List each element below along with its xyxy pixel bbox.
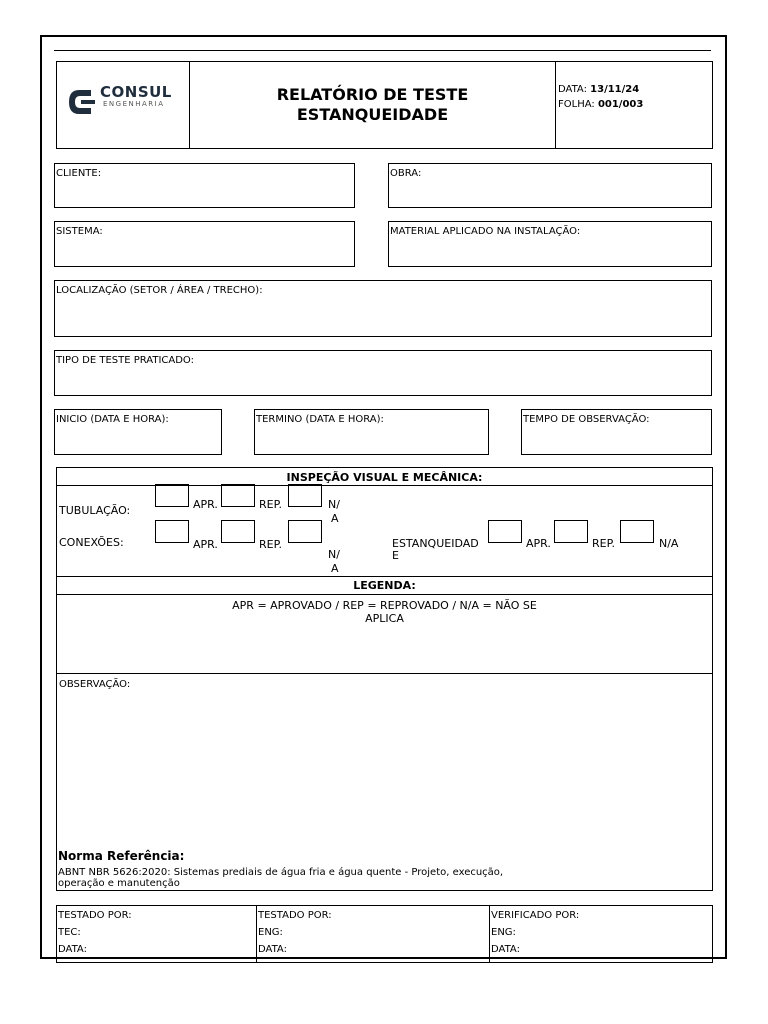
tipo-teste-field[interactable] (54, 350, 712, 396)
sig3-verificado-label: VERIFICADO POR: (491, 910, 580, 921)
conexoes-apr-checkbox[interactable] (155, 520, 189, 543)
obra-field[interactable] (388, 163, 712, 208)
norma-line-2: operação e manutenção (58, 878, 180, 889)
date-value: 13/11/24 (590, 84, 640, 95)
logo-subtext: ENGENHARIA (103, 100, 165, 108)
norma-line-1: ABNT NBR 5626:2020: Sistemas prediais de água fria e água quente - Projeto, execução, (58, 867, 504, 878)
cliente-field[interactable] (54, 163, 355, 208)
sig3-data-label: DATA: (491, 944, 520, 955)
date-line (558, 84, 639, 95)
title-line-1: RELATÓRIO DE TESTE (276, 85, 469, 104)
document-title (190, 61, 555, 149)
observation-divider (56, 673, 713, 674)
logo-text: CONSUL (100, 83, 172, 101)
sig1-tec-label: TEC: (58, 927, 81, 938)
sistema-label: SISTEMA: (56, 226, 103, 237)
tubulacao-rep-checkbox[interactable] (221, 484, 255, 507)
legend-bottom-divider (56, 594, 713, 595)
observacao-area[interactable] (58, 692, 710, 842)
sheet-value: 001/003 (597, 99, 644, 110)
sig2-data-label: DATA: (258, 944, 287, 955)
norma-title: Norma Referência: (58, 849, 185, 863)
observacao-label: OBSERVAÇÃO: (59, 679, 131, 690)
signature-col-divider-2 (489, 905, 490, 963)
sheet-label: FOLHA: (558, 99, 595, 110)
inicio-label: INICIO (DATA E HORA): (56, 414, 169, 425)
sig1-data-label: DATA: (58, 944, 87, 955)
estanqueidade-na-label: N/A (659, 537, 679, 550)
title-line-2: ESTANQUEIDADE (296, 105, 449, 124)
material-field[interactable] (388, 221, 712, 267)
inicio-field[interactable] (54, 409, 222, 455)
estanqueidade-na-checkbox[interactable] (620, 520, 654, 543)
conexoes-na-label-2: A (331, 562, 339, 575)
obra-label: OBRA: (390, 168, 422, 179)
legend-line-1: APR = APROVADO / REP = REPROVADO / N/A = NÃO SE (232, 599, 537, 612)
material-label: MATERIAL APLICADO NA INSTALAÇÃO: (390, 226, 581, 237)
sheet-line (558, 99, 643, 110)
cliente-label: CLIENTE: (56, 168, 102, 179)
tempo-field[interactable] (521, 409, 712, 455)
termino-field[interactable] (254, 409, 489, 455)
tubulacao-na-checkbox[interactable] (288, 484, 322, 507)
sig2-testado-label: TESTADO POR: (258, 910, 332, 921)
conexoes-na-checkbox[interactable] (288, 520, 322, 543)
estanqueidade-rep-checkbox[interactable] (554, 520, 588, 543)
tempo-label: TEMPO DE OBSERVAÇÃO: (523, 414, 650, 425)
inspection-title: INSPEÇÃO VISUAL E MECÂNICA: (286, 471, 483, 484)
termino-label: TERMINO (DATA E HORA): (256, 414, 384, 425)
legend-top-divider (56, 576, 713, 577)
tubulacao-na-label-2: A (331, 512, 339, 525)
conexoes-label: CONEXÕES: (59, 536, 124, 549)
tubulacao-apr-checkbox[interactable] (155, 484, 189, 507)
date-label: DATA: (558, 84, 587, 95)
signature-col-divider-1 (256, 905, 257, 963)
estanqueidade-label-2: E (392, 549, 399, 562)
sig1-testado-label: TESTADO POR: (58, 910, 132, 921)
estanqueidade-apr-label: APR. (526, 537, 551, 550)
localizacao-label: LOCALIZAÇÃO (SETOR / ÁREA / TRECHO): (56, 285, 263, 296)
tubulacao-na-label-1: N/ (328, 498, 340, 511)
top-rule (54, 50, 711, 51)
sig2-eng-label: ENG: (258, 927, 283, 938)
conexoes-rep-checkbox[interactable] (221, 520, 255, 543)
tubulacao-rep-label: REP. (259, 498, 283, 511)
conexoes-rep-label: REP. (259, 538, 283, 551)
consul-logo-icon (65, 82, 105, 122)
localizacao-field[interactable] (54, 280, 712, 337)
signature-table (56, 905, 713, 963)
sig3-eng-label: ENG: (491, 927, 516, 938)
logo-cell (56, 61, 190, 149)
legend-title: LEGENDA: (353, 579, 416, 592)
tipo-teste-label: TIPO DE TESTE PRATICADO: (56, 355, 194, 366)
tubulacao-apr-label: APR. (193, 498, 218, 511)
estanqueidade-rep-label: REP. (592, 537, 616, 550)
legend-line-2: APLICA (365, 612, 404, 625)
tubulacao-label: TUBULAÇÃO: (59, 504, 131, 517)
conexoes-apr-label: APR. (193, 538, 218, 551)
estanqueidade-apr-checkbox[interactable] (488, 520, 522, 543)
sistema-field[interactable] (54, 221, 355, 267)
estanqueidade-label-1: ESTANQUEIDAD (392, 537, 479, 550)
conexoes-na-label-1: N/ (328, 548, 340, 561)
